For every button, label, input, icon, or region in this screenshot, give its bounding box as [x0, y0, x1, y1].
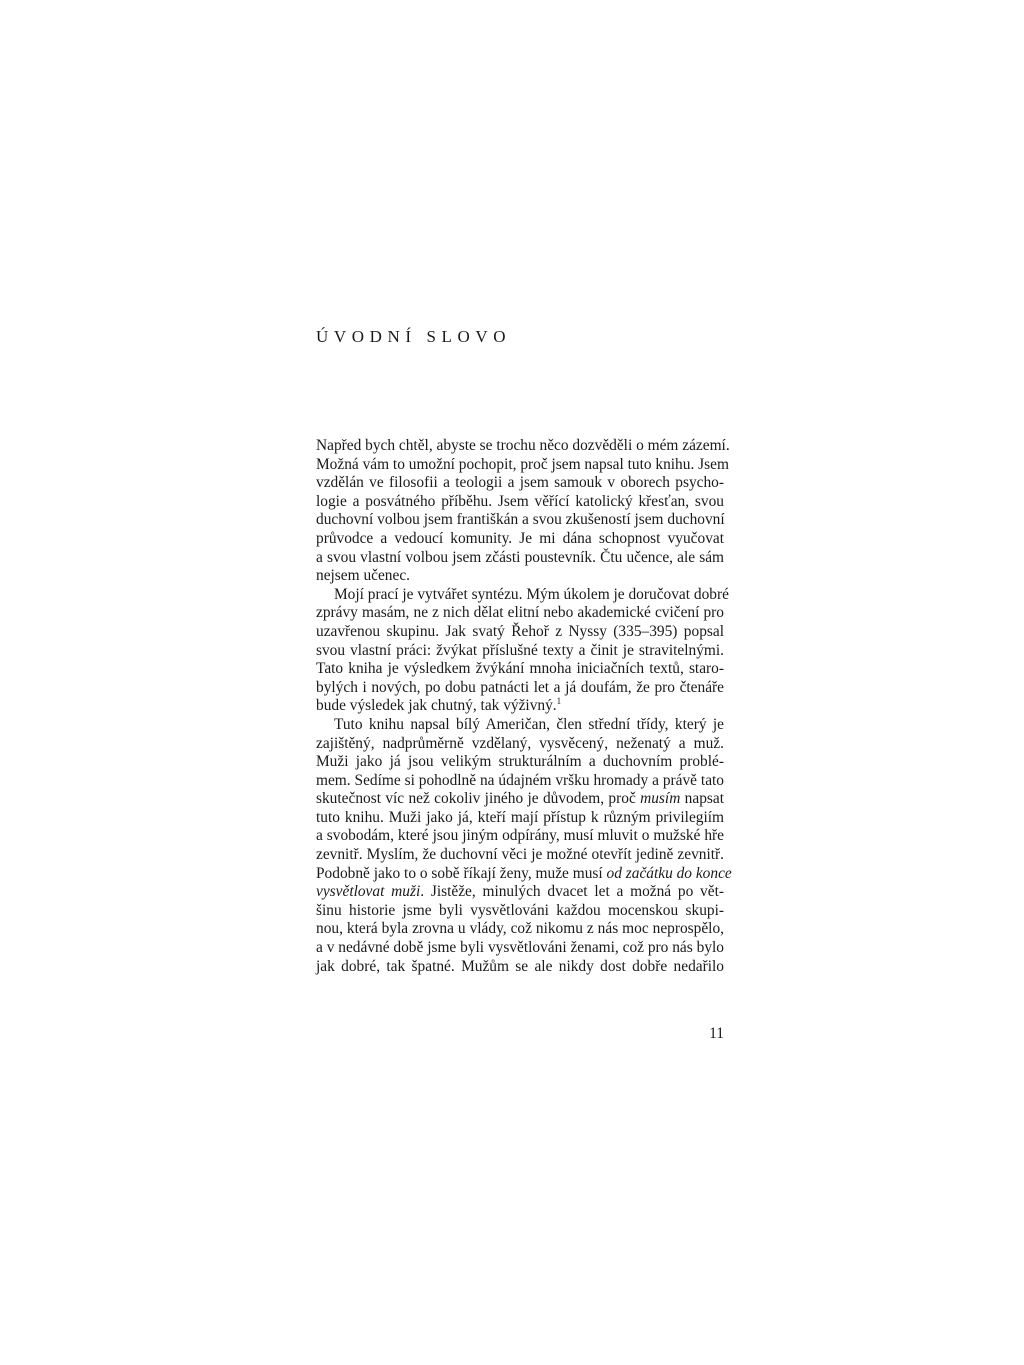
text-line: Možná vám to umožní pochopit, proč jsem napsal tuto knihu. Jsem	[316, 455, 729, 473]
chapter-title: ÚVODNÍ SLOVO	[316, 327, 512, 346]
text-line: logie a posvátného příběhu. Jsem věřící katolický křesťan, svou	[316, 492, 724, 510]
text-line: Muži jako já jsou velikým strukturálním a duchovním problé-	[316, 753, 724, 771]
text-segment: Podobně jako to o sobě říkají ženy, muže musí	[316, 864, 607, 882]
text-line: nou, která byla zrovna u vlády, což nikomu z nás moc neprospělo,	[316, 920, 724, 938]
text-segment: bude výsledek jak chutný, tak výživný.	[316, 697, 557, 715]
text-line: svou vlastní práci: žvýkat příslušné texty a činit je stravitelnými.	[316, 641, 724, 659]
text-segment: skutečnost víc než cokoliv jiného je důvodem, proč	[316, 790, 641, 808]
text-line: bylých i nových, po dobu patnácti let a já doufám, že pro čtenáře	[316, 678, 724, 696]
text-line: Tuto knihu napsal bílý Američan, člen střední třídy, který je	[334, 715, 724, 733]
body-text	[316, 437, 732, 976]
text-line	[316, 790, 724, 809]
italic-word: musím	[640, 790, 681, 808]
text-line: uzavřenou skupinu. Jak svatý Řehoř z Nyssy (335–395) popsal	[316, 622, 724, 640]
footnote-marker: 1	[556, 696, 562, 707]
text-line: nejsem učenec.	[316, 567, 411, 585]
text-line: Tato kniha je výsledkem žvýkání mnoha iniciačních textů, staro-	[316, 660, 724, 678]
text-segment: . Jistěže, minulých dvacet let a možná po vět-	[420, 883, 724, 901]
text-segment: napsat	[680, 790, 724, 808]
text-line: Napřed bych chtěl, abyste se trochu něco dozvěděli o mém zázemí.	[316, 437, 730, 454]
page-number: 11	[709, 1025, 724, 1042]
text-line: zprávy masám, ne z nich dělat elitní nebo akademické cvičení pro	[316, 604, 724, 622]
text-line	[316, 883, 724, 902]
text-line: mem. Sedíme si pohodlně na údajném vršku hromady a právě tato	[316, 771, 724, 789]
italic-phrase: od začátku do konce	[606, 864, 732, 882]
text-line: zevnitř. Myslím, že duchovní věci je možné otevřít jedině zevnitř.	[316, 846, 724, 864]
text-line: a svou vlastní volbou jsem zčásti poustevník. Čtu učence, ale sám	[316, 548, 724, 566]
text-line	[316, 697, 724, 716]
text-line: tuto knihu. Muži jako já, kteří mají přístup k různým privilegiím	[316, 808, 724, 826]
text-line	[316, 864, 732, 884]
text-line: průvodce a vedoucí komunity. Je mi dána schopnost vyučovat	[316, 529, 724, 547]
text-line: duchovní volbou jsem františkán a svou zkušeností jsem duchovní	[316, 511, 725, 529]
text-line: a v nedávné době jsme byli vysvětlováni ženami, což pro nás bylo	[316, 939, 724, 957]
text-line: šinu historie jsme byli vysvětlováni každou mocenskou skupi-	[316, 901, 724, 919]
text-line: a svobodám, které jsou jiným odpírány, musí mluvit o mužské hře	[316, 827, 724, 845]
text-line: vzdělán ve filosofii a teologii a jsem samouk v oborech psycho-	[316, 474, 724, 492]
text-line: jak dobré, tak špatné. Mužům se ale nikdy dost dobře nedařilo	[316, 957, 724, 975]
text-line: Mojí prací je vytvářet syntézu. Mým úkolem je doručovat dobré	[334, 585, 729, 603]
text-line: zajištěný, nadprůměrně vzdělaný, vysvěcený, neženatý a muž.	[316, 734, 724, 752]
italic-phrase: vysvětlovat muži	[316, 883, 421, 901]
